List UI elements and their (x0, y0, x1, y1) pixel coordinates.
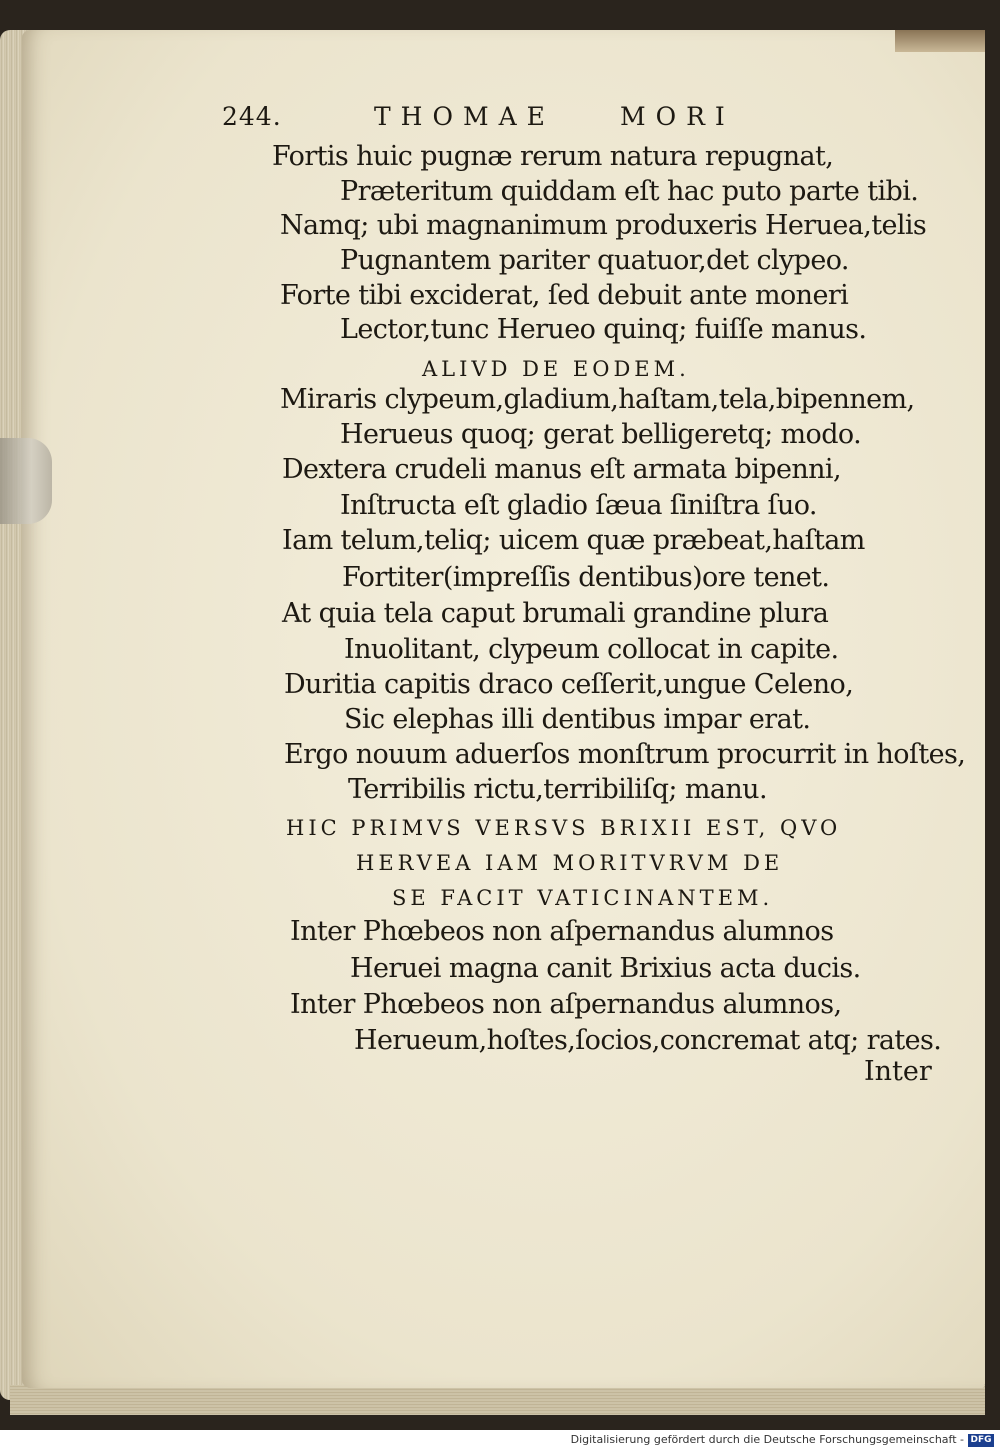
verse-line: Namq; ubi magnanimum produxeris Heruea,telis (280, 210, 927, 241)
section-heading: HERVEA IAM MORITVRVM DE (356, 851, 784, 875)
running-title-left: THOMAE (374, 102, 555, 131)
page-number: 244. (222, 102, 282, 131)
section-heading: ALIVD DE EODEM. (422, 357, 690, 381)
verse-line: Inter Phœbeos non aſpernandus alumnos, (290, 989, 842, 1020)
verse-line: Herueus quoq; gerat belligeretq; modo. (340, 419, 862, 450)
verse-line: Lector,tunc Herueo quinq; fuiſſe manus. (340, 314, 867, 345)
verse-line: At quia tela caput brumali grandine plura (282, 598, 829, 629)
verse-line: Forte tibi exciderat, ſed debuit ante moneri (280, 280, 849, 311)
verse-line: Inſtructa eſt gladio ſæua ſiniſtra ſuo. (340, 490, 817, 521)
section-heading: HIC PRIMVS VERSVS BRIXII EST, QVO (286, 816, 842, 840)
footer-bar (0, 1430, 1000, 1452)
verse-line: Inuolitant, clypeum collocat in capite. (344, 634, 839, 665)
verse-line: Duritia capitis draco ceſſerit,ungue Celeno, (284, 669, 854, 700)
verse-line: Præteritum quiddam eſt hac puto parte tibi. (340, 176, 919, 207)
bottom-page-edges (10, 1385, 985, 1415)
verse-line: Heruei magna canit Brixius acta ducis. (350, 953, 861, 984)
verse-line: Sic elephas illi dentibus impar erat. (344, 704, 811, 735)
verse-line: Ergo nouum aduerſos monſtrum procurrit in hoſtes, (284, 739, 966, 770)
catchword: Inter (864, 1056, 932, 1087)
verse-line: Inter Phœbeos non aſpernandus alumnos (290, 916, 834, 947)
verse-line: Iam telum,teliq; uicem quæ præbeat,haſtam (282, 525, 865, 556)
verse-line: Fortis huic pugnæ rerum natura repugnat, (272, 141, 834, 172)
book-clasp (0, 438, 52, 524)
page-corner-damage (895, 30, 985, 52)
verse-line: Dextera crudeli manus eſt armata bipenni, (282, 454, 841, 485)
verse-line: Pugnantem pariter quatuor,det clypeo. (340, 245, 849, 276)
verse-line: Terribilis rictu,terribiliſq; manu. (348, 774, 767, 805)
verse-line: Fortiter(impreſſis dentibus)ore tenet. (342, 562, 830, 593)
section-heading: SE FACIT VATICINANTEM. (392, 886, 774, 910)
dfg-logo: DFG (968, 1434, 994, 1447)
verse-line: Herueum,hoſtes,ſocios,concremat atq; rates. (354, 1025, 942, 1056)
running-title-right: MORI (620, 102, 735, 131)
digitization-credit: Digitalisierung gefördert durch die Deutsche Forschungsgemeinschaft - (570, 1433, 964, 1446)
verse-line: Miraris clypeum,gladium,haſtam,tela,bipennem, (280, 384, 915, 415)
